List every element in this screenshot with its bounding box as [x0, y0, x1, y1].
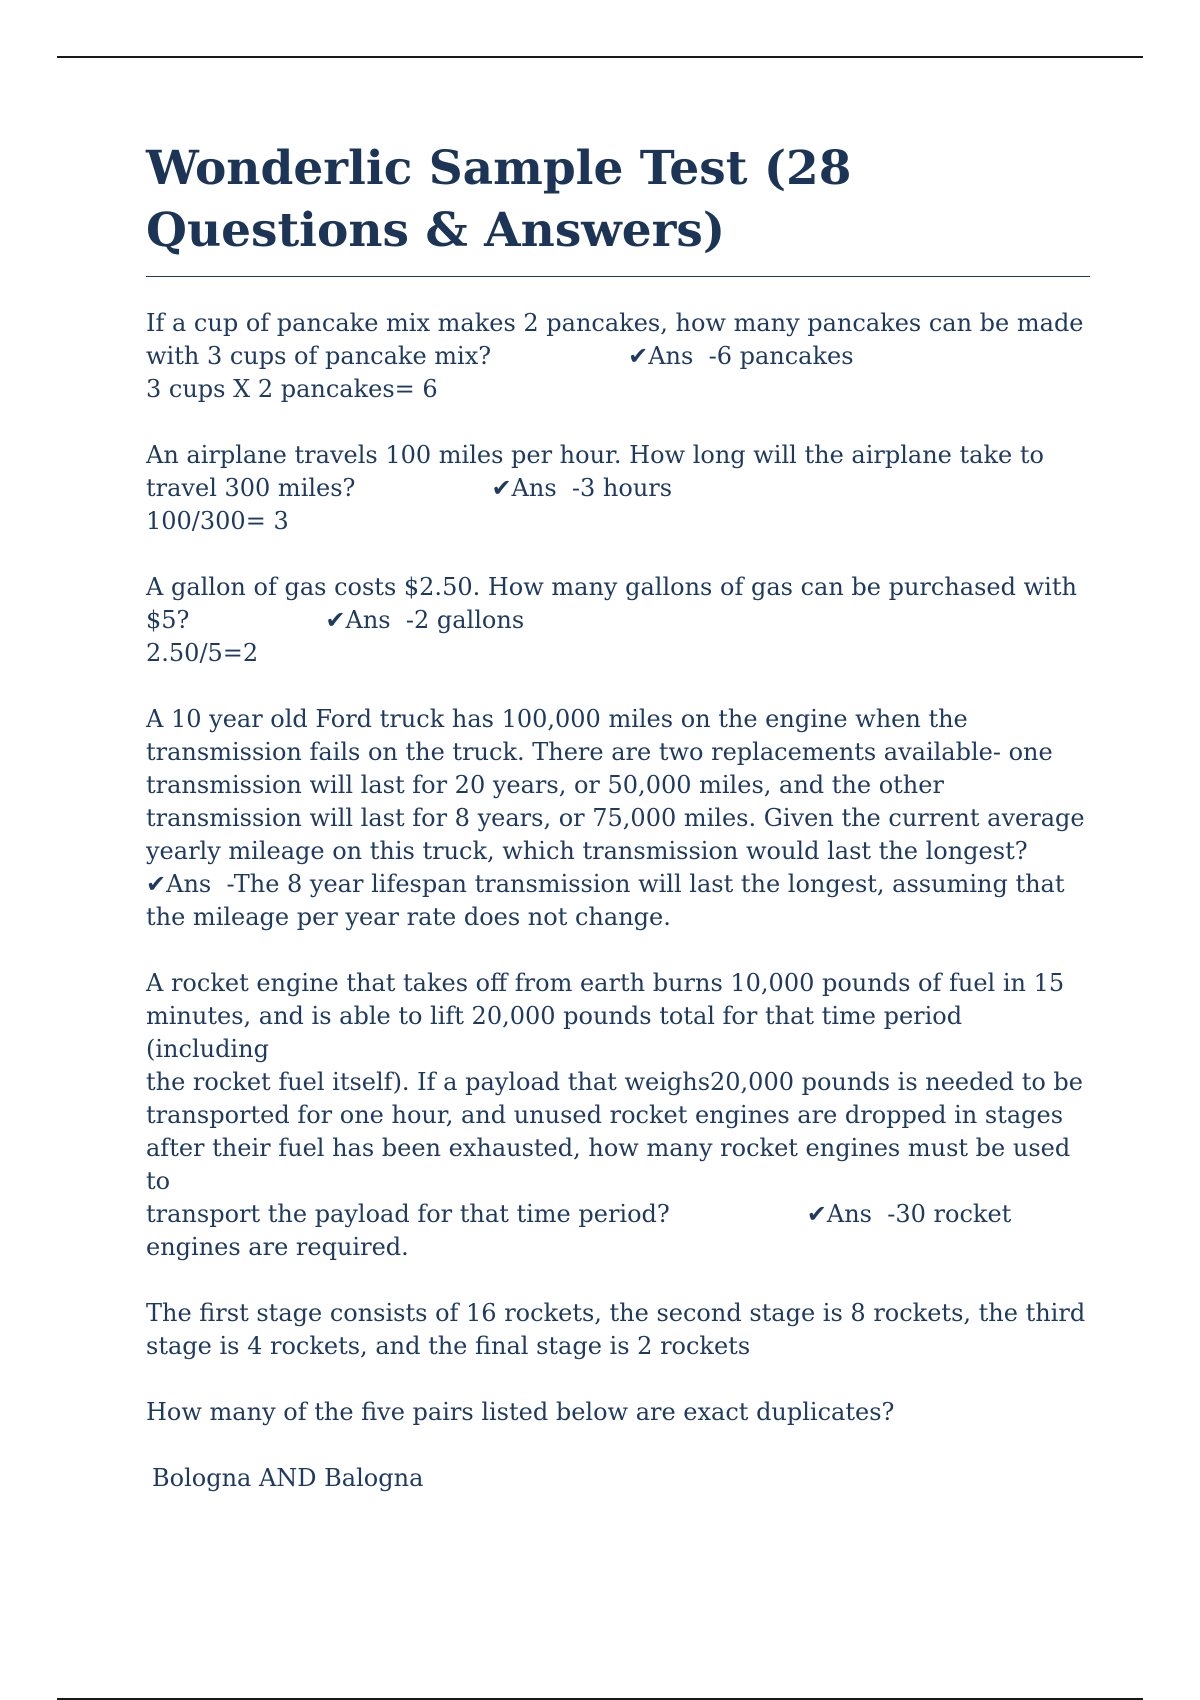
text-line: Bologna AND Balogna	[152, 1464, 424, 1492]
answer-text: the mileage per year rate does not change.	[146, 903, 671, 931]
question-line: after their fuel has been exhausted, how many rocket engines must be used to	[146, 1134, 1071, 1195]
question-line: transported for one hour, and unused rocket engines are dropped in stages	[146, 1101, 1064, 1129]
text-block-pair	[146, 1462, 1090, 1495]
question-line: A 10 year old Ford truck has 100,000 miles on the engine when the	[146, 705, 968, 733]
question-line: An airplane travels 100 miles per hour. How long will the airplane take to	[146, 441, 1044, 469]
qa-block-rocket	[146, 967, 1090, 1264]
question-line: transmission will last for 20 years, or 50,000 miles, and the other	[146, 771, 944, 799]
question-line-with-answer	[146, 604, 1090, 637]
qa-block-transmission	[146, 703, 1090, 934]
text-block-duplicates-question	[146, 1396, 1090, 1429]
question-line: A rocket engine that takes off from earth burns 10,000 pounds of fuel in 15	[146, 969, 1065, 997]
work-line: 3 cups X 2 pancakes= 6	[146, 375, 438, 403]
answer-text: ✔Ans -2 gallons	[325, 606, 525, 634]
question-line: the rocket fuel itself). If a payload that weighs20,000 pounds is needed to be	[146, 1068, 1083, 1096]
question-line: $5?	[146, 606, 190, 634]
qa-list	[146, 307, 1090, 1495]
qa-block-pancakes	[146, 307, 1090, 406]
text-line: How many of the five pairs listed below are exact duplicates?	[146, 1398, 895, 1426]
question-line: A gallon of gas costs $2.50. How many gallons of gas can be purchased with	[146, 573, 1077, 601]
page-top-rule	[57, 56, 1143, 58]
qa-block-gas	[146, 571, 1090, 670]
answer-text: engines are required.	[146, 1233, 409, 1261]
question-line: If a cup of pancake mix makes 2 pancakes, how many pancakes can be made	[146, 309, 1084, 337]
question-line: yearly mileage on this truck, which transmission would last the longest?	[146, 837, 1028, 865]
question-line: with 3 cups of pancake mix?	[146, 342, 492, 370]
question-line: travel 300 miles?	[146, 474, 356, 502]
text-block-stages	[146, 1297, 1090, 1363]
title-underline	[146, 276, 1090, 277]
question-line: minutes, and is able to lift 20,000 pounds total for that time period (including	[146, 1002, 963, 1063]
question-line: transmission fails on the truck. There are two replacements available- one	[146, 738, 1053, 766]
answer-text: ✔Ans -30 rocket	[806, 1200, 1012, 1228]
text-line: The first stage consists of 16 rockets, the second stage is 8 rockets, the third	[146, 1299, 1086, 1327]
question-line: transmission will last for 8 years, or 75,000 miles. Given the current average	[146, 804, 1085, 832]
document-body	[146, 138, 1090, 1528]
answer-text: ✔Ans -The 8 year lifespan transmission will last the longest, assuming that	[146, 870, 1065, 898]
question-line: transport the payload for that time period?	[146, 1200, 670, 1228]
question-line-with-answer	[146, 472, 1090, 505]
answer-text: ✔Ans -6 pancakes	[628, 342, 854, 370]
qa-block-airplane	[146, 439, 1090, 538]
work-line: 100/300= 3	[146, 507, 289, 535]
question-line-with-answer	[146, 1198, 1090, 1231]
text-line: stage is 4 rockets, and the final stage is 2 rockets	[146, 1332, 751, 1360]
question-line-with-answer	[146, 340, 1090, 373]
answer-text: ✔Ans -3 hours	[491, 474, 673, 502]
document-title: Wonderlic Sample Test (28 Questions & Answers)	[146, 141, 852, 258]
work-line: 2.50/5=2	[146, 639, 259, 667]
